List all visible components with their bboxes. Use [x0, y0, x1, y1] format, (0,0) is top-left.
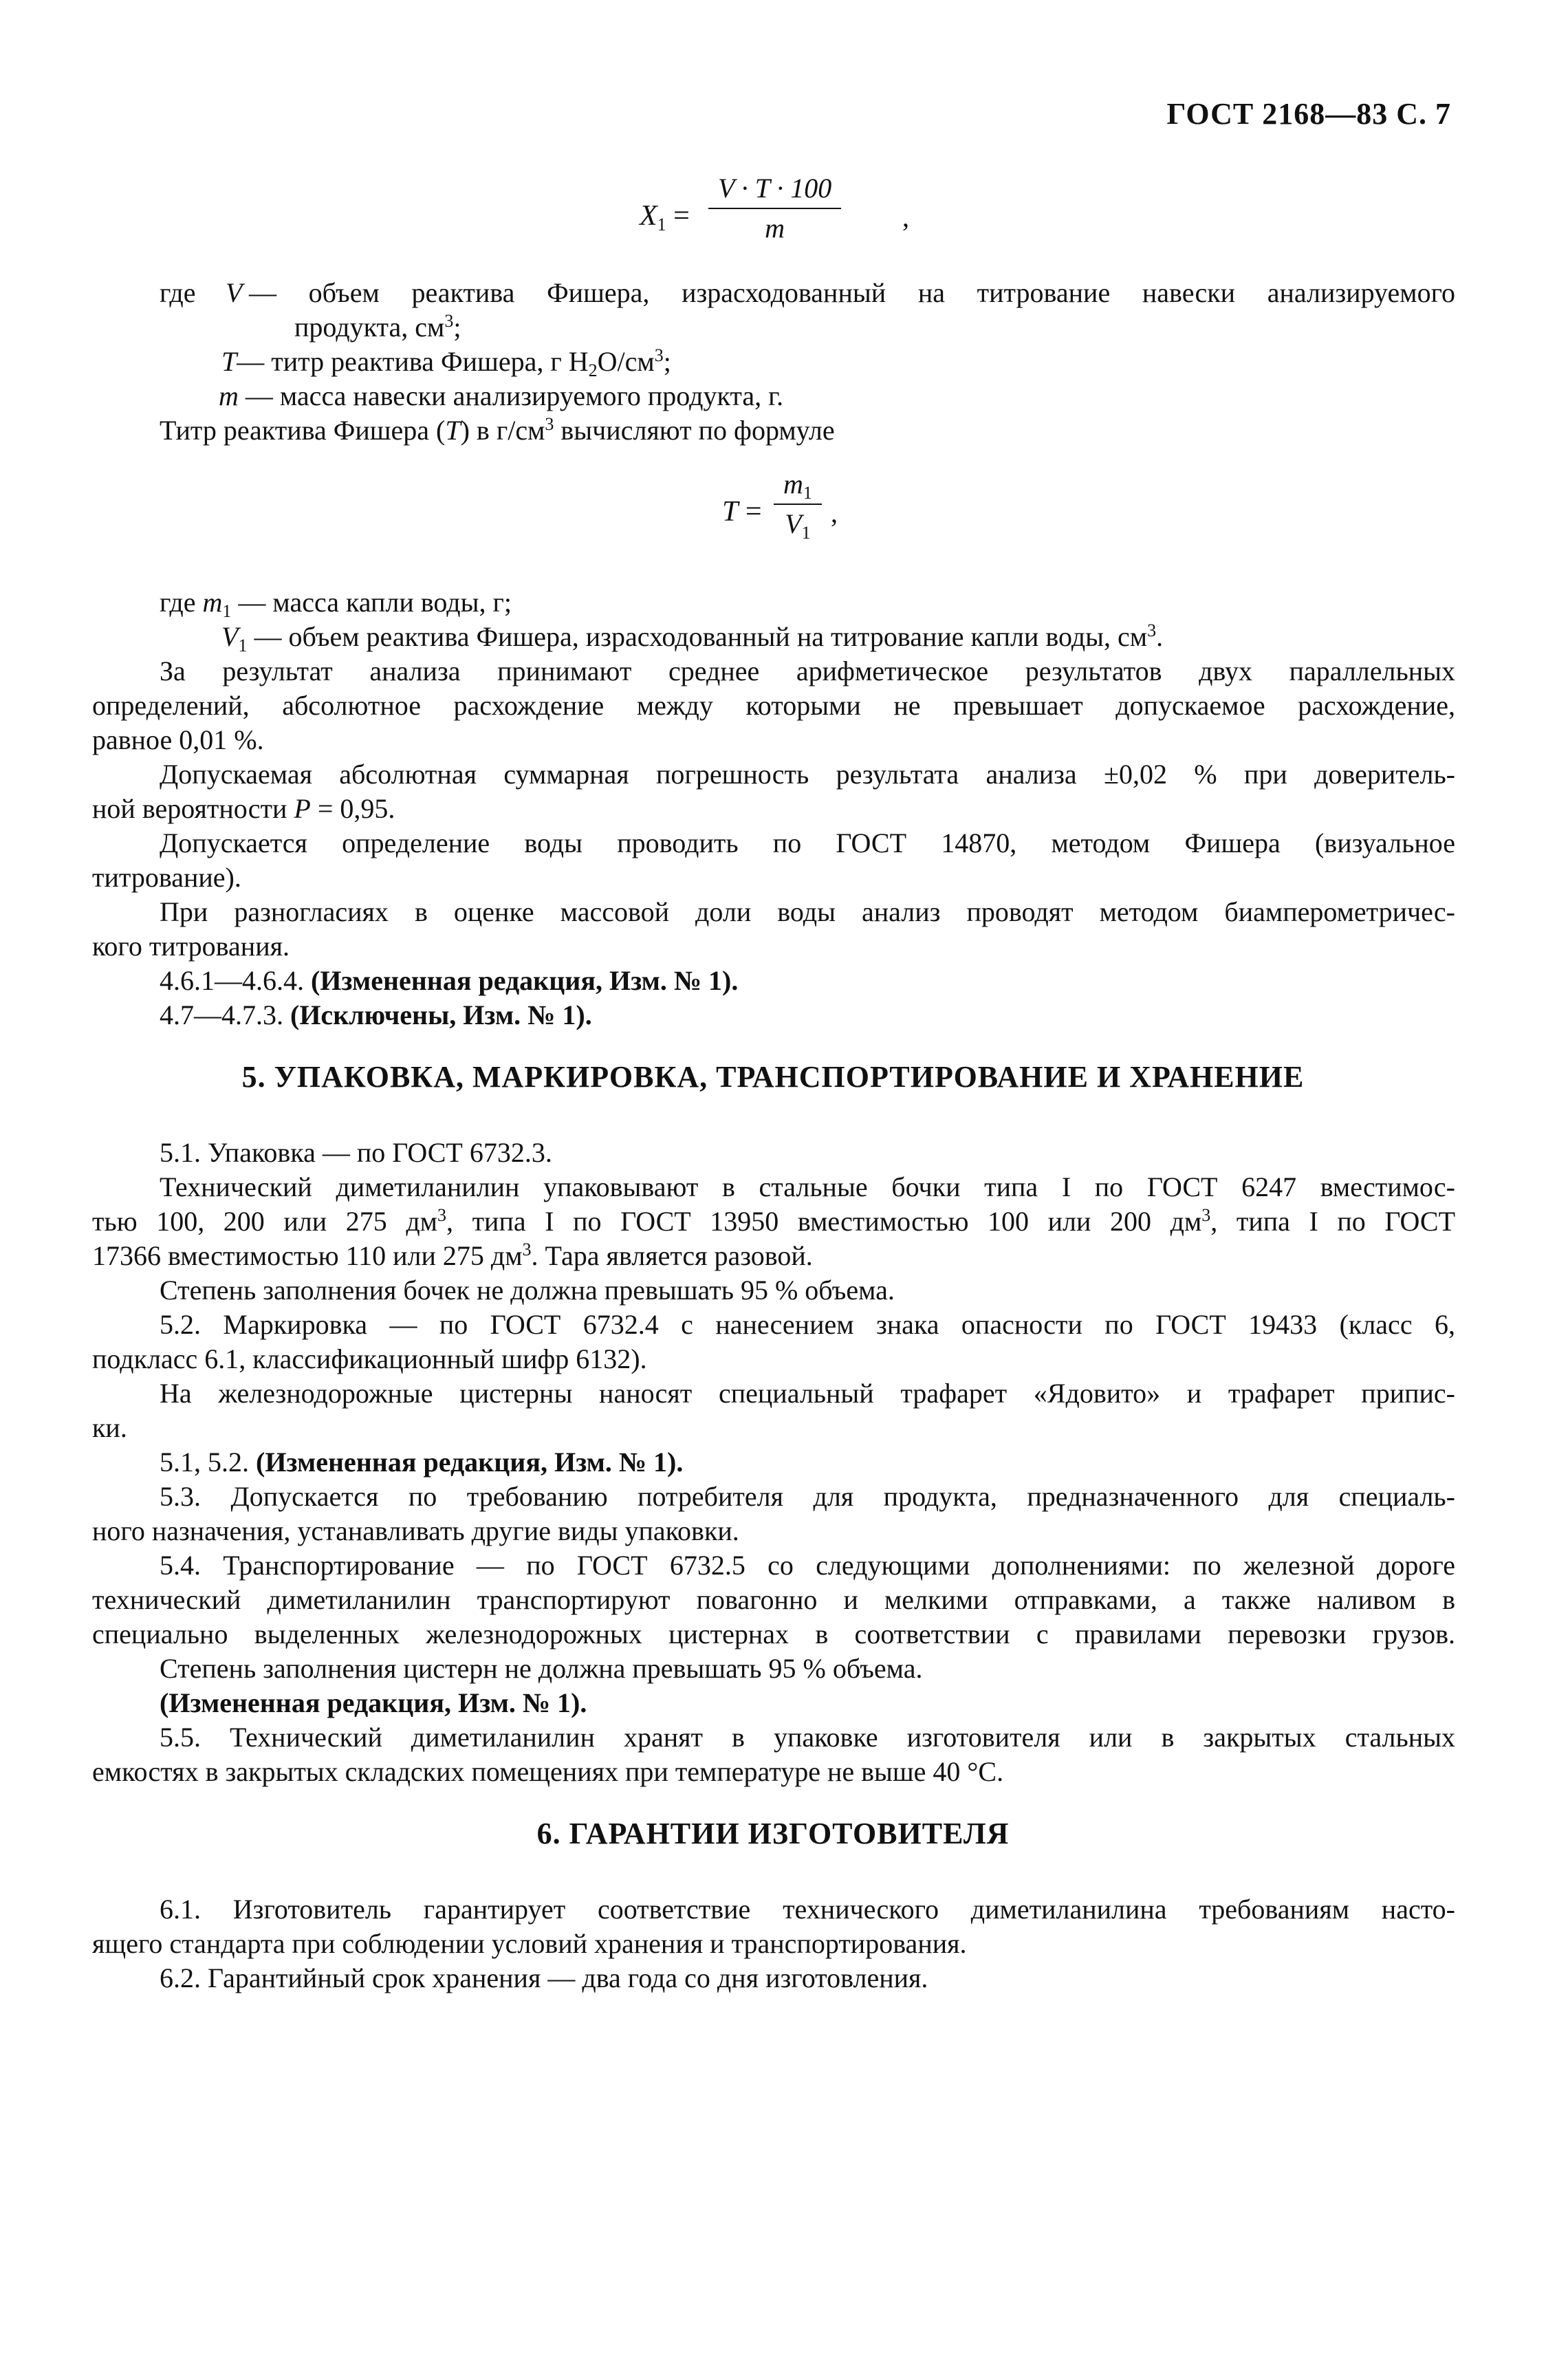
formula2-lhs: T =: [722, 496, 762, 528]
formula1-lhs: $X_1$ =: [640, 200, 690, 235]
s61-line2: ящего стандарта при соблюдении условий хранения и транспортирования.: [92, 1928, 967, 1959]
s53-line1: 5.3. Допускается по требованию потребителя для продукта, предназначенного для специаль-: [160, 1481, 1455, 1512]
s53-line2: ного назначения, устанавливать другие виды упаковки.: [92, 1515, 739, 1546]
formula1-denominator: m: [765, 213, 785, 244]
amendment-note-3: 5.1, 5.2. (Измененная редакция, Изм. № 1).: [160, 1447, 684, 1478]
formula1-numerator: V · T · 100: [708, 173, 841, 209]
s52-line1: 5.2. Маркировка — по ГОСТ 6732.4 с нанесением знака опасности по ГОСТ 19433 (класс 6,: [160, 1309, 1455, 1340]
p1-line3: равное 0,01 %.: [92, 724, 264, 755]
s52-line2: подкласс 6.1, классификационный шифр 6132).: [92, 1343, 647, 1374]
fill-barrels: Степень заполнения бочек не должна превышать 95 % объема.: [160, 1275, 895, 1306]
legend2-m1-line: где $m_1$ — масса капли воды, г;: [160, 587, 512, 621]
packaging-line2: тью 100, 200 или 275 $дм^3$, типа I по ГОСТ 13950 вместимостью 100 или 200 $дм^3$, типа I по ГОСТ: [92, 1205, 1456, 1237]
p4-line2: кого титрования.: [92, 931, 290, 962]
s55-line2: емкостях в закрытых складских помещениях при температуре не выше 40 °С.: [92, 1756, 1004, 1787]
legend1-v-text-cont: продукта, $см^3$;: [294, 311, 461, 343]
p3-line1: Допускается определение воды проводить по ГОСТ 14870, методом Фишера (визуальное: [160, 827, 1455, 858]
p4-line1: При разногласиях в оценке массовой доли воды анализ проводят методом биамперометричес-: [160, 896, 1455, 927]
s54-line2: технический диметиланилин транспортируют повагонно и мелкими отправками, а также наливом в: [92, 1584, 1455, 1615]
amendment-note-2: 4.7—4.7.3. (Исключены, Изм. № 1).: [160, 999, 592, 1030]
titr-intro: Титр реактива Фишера (T) в $г/см^3$ вычисляют по формуле: [160, 414, 835, 446]
legend2-v1-line: $V_1$ — объем реактива Фишера, израсходованный на титрование капли воды, $см^3$.: [221, 620, 1164, 656]
fill-tanks: Степень заполнения цистерн не должна превышать 95 % объема.: [160, 1653, 923, 1684]
p1-line2: определений, абсолютное расхождение между которыми не превышает допускаемое расхождение,: [92, 690, 1455, 721]
legend1-v-text: — объем реактива Фишера, израсходованный на титрование навески анализируемого: [249, 277, 1455, 308]
formula2-fraction: [774, 468, 822, 543]
formula1-fraction: [708, 173, 841, 244]
legend1-t-line: T— титр реактива Фишера, г $Н_2О/см^3$;: [221, 345, 671, 380]
s55-line1: 5.5. Технический диметиланилин хранят в упаковке изготовителя или в закрытых стальных: [160, 1722, 1455, 1753]
formula2-numerator: $m_1$: [774, 469, 822, 505]
rail-line2: ки.: [92, 1412, 127, 1443]
s62-line: 6.2. Гарантийный срок хранения — два года со дня изготовления.: [160, 1962, 928, 1993]
s61-line1: 6.1. Изготовитель гарантирует соответствие технического диметиланилина требованиям насто-: [160, 1894, 1455, 1925]
p1-line1: За результат анализа принимают среднее арифметическое результатов двух параллельных: [160, 656, 1455, 686]
formula2-comma: ,: [831, 497, 838, 528]
formula1-comma: ,: [902, 202, 909, 232]
legend1-where: где: [160, 277, 196, 308]
formula2-denominator: $V_1$: [785, 508, 811, 543]
s54-line3: специально выделенных железнодорожных цистернах в соответствии с правилами перевозки грузов.: [92, 1619, 1455, 1649]
p2-line1: Допускаемая абсолютная суммарная погрешность результата анализа ±0,02 % при доверитель-: [160, 759, 1455, 790]
packaging-line1: Технический диметиланилин упаковывают в стальные бочки типа I по ГОСТ 6247 вместимос-: [160, 1171, 1455, 1202]
rail-line1: На железнодорожные цистерны наносят специальный трафарет «Ядовито» и трафарет припис-: [160, 1378, 1455, 1409]
p3-line2: титрование).: [92, 862, 241, 893]
amendment-note-4: (Измененная редакция, Изм. № 1).: [160, 1687, 587, 1718]
s51-line: 5.1. Упаковка — по ГОСТ 6732.3.: [160, 1137, 552, 1168]
legend1-v-symbol: V: [226, 277, 243, 308]
p2-line2: ной вероятности P = 0,95.: [92, 793, 395, 824]
page-header: ГОСТ 2168—83 С. 7: [1166, 97, 1451, 131]
packaging-line3: 17366 вместимостью 110 или 275 $дм^3$. Тара является разовой.: [92, 1240, 813, 1271]
section-6-heading: 6. ГАРАНТИИ ИЗГОТОВИТЕЛЯ: [536, 1817, 1010, 1850]
s54-line1: 5.4. Транспортирование — по ГОСТ 6732.5 со следующими дополнениями: по железной дороге: [160, 1550, 1455, 1581]
amendment-note-1: 4.6.1—4.6.4. (Измененная редакция, Изм. № 1).: [160, 965, 739, 996]
legend1-m-line: m — масса навески анализируемого продукта, г.: [219, 380, 783, 411]
section-5-heading: 5. УПАКОВКА, МАРКИРОВКА, ТРАНСПОРТИРОВАНИЕ И ХРАНЕНИЕ: [241, 1060, 1305, 1094]
